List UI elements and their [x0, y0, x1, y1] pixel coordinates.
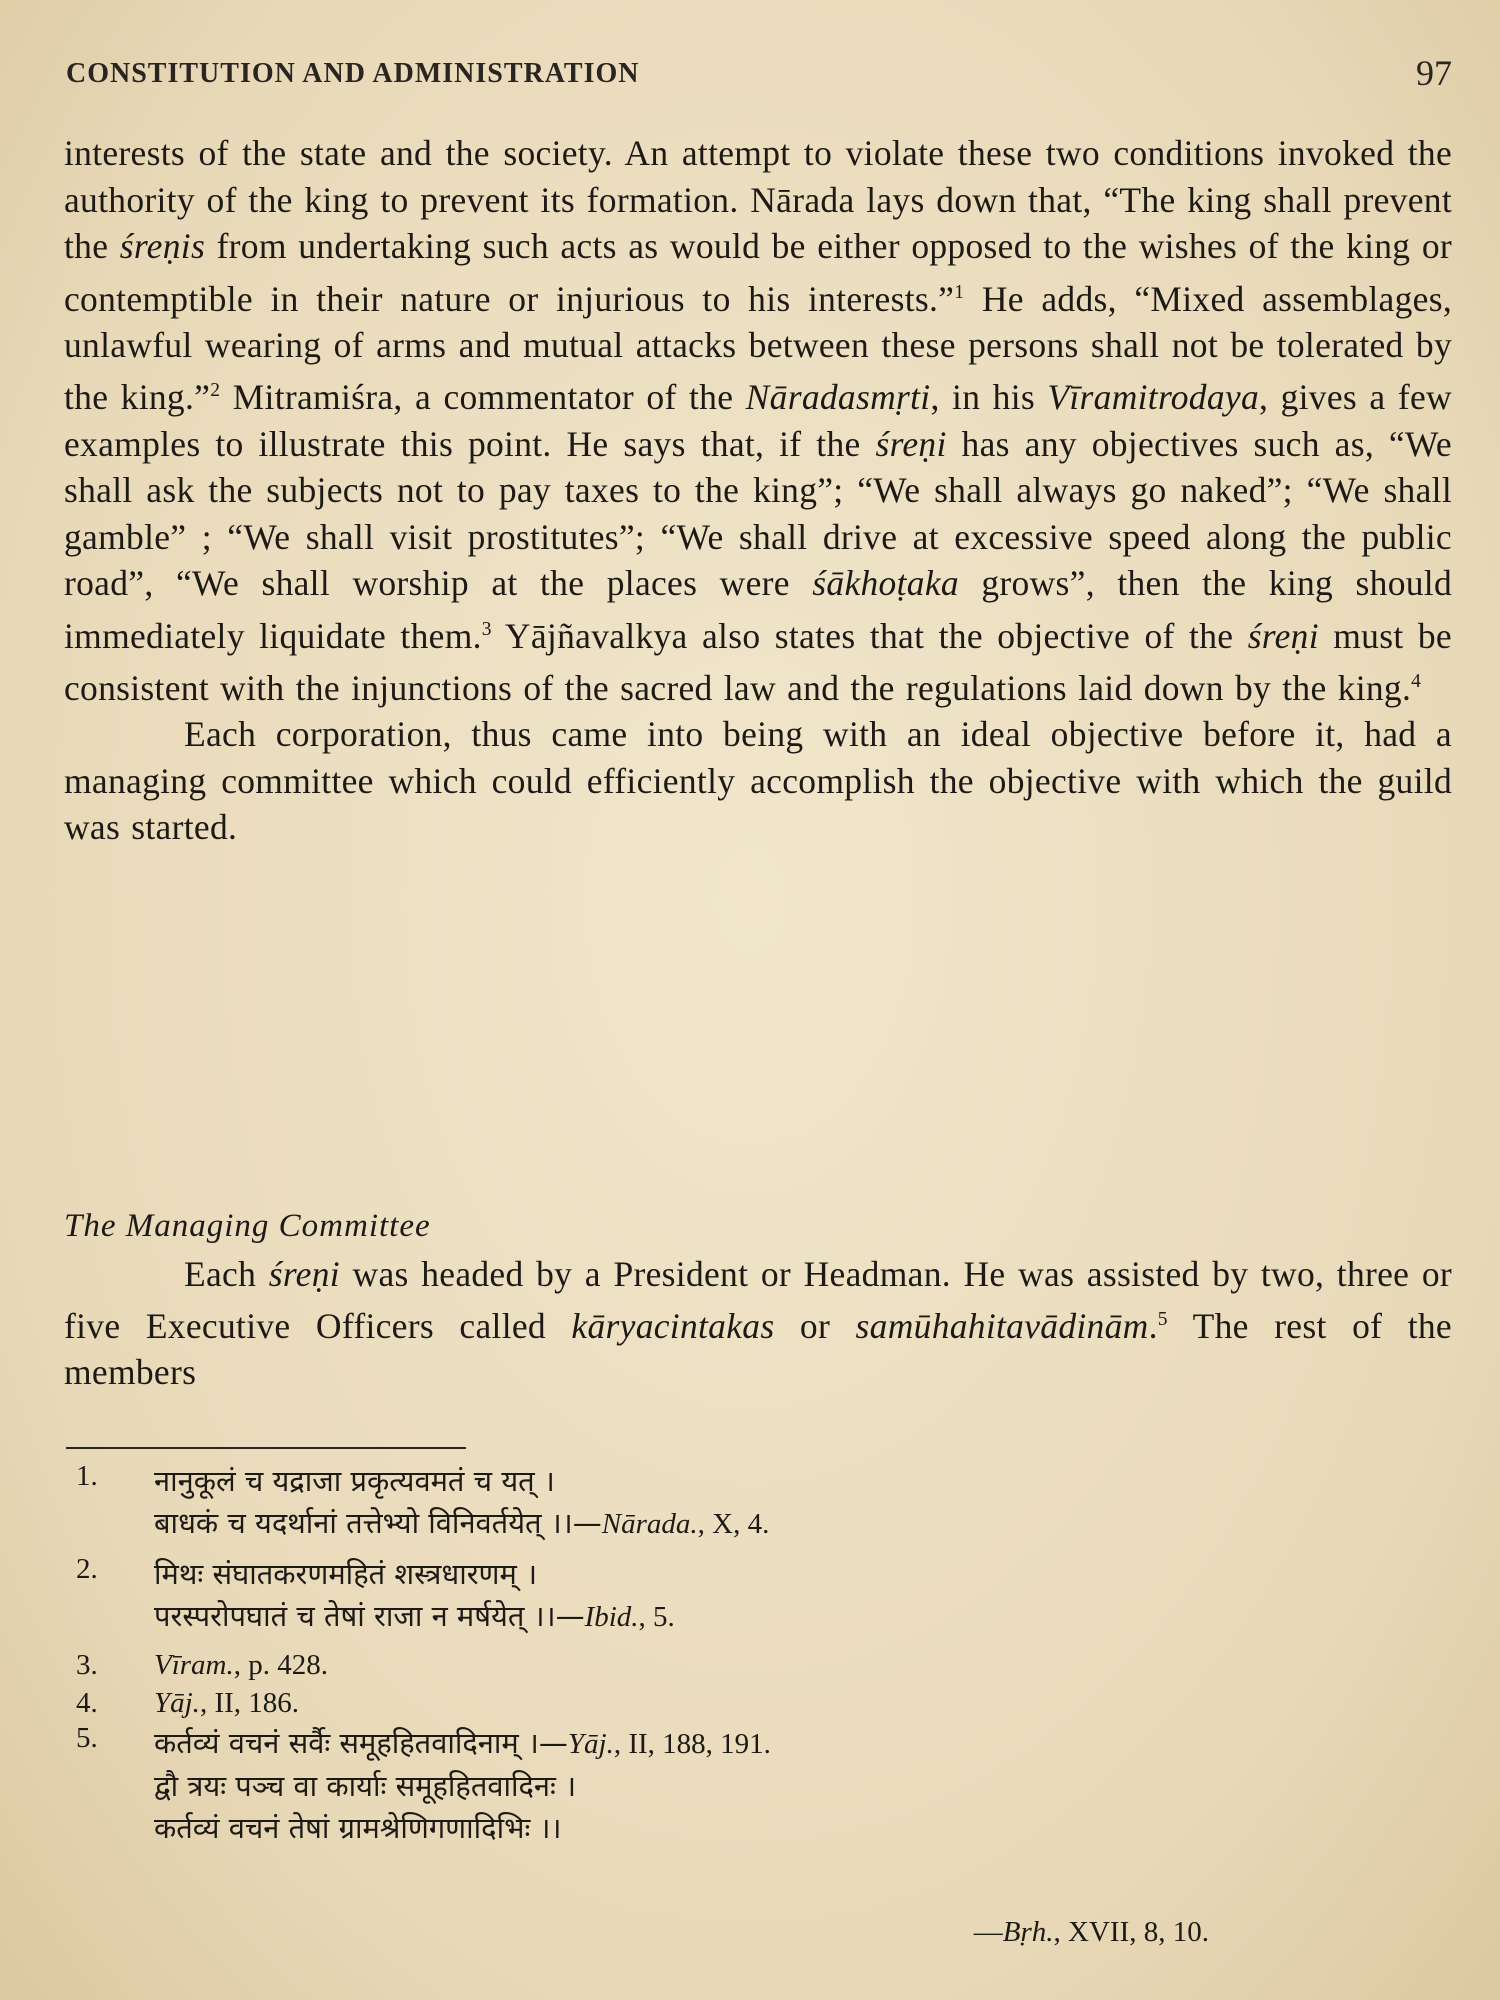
- text-run: has any objectives such as, “We shall ask the subjects not to pay taxes to the king”; “We shall always go naked”; “We shall gamble” ; “We shall visit prostitutes”; “We shall drive at excessive speed along the public road”, “We shall worship at the places were: [64, 423, 1452, 604]
- footnote-sanskrit-line: [154, 1595, 1454, 1638]
- footnote-2: [64, 1553, 1454, 1638]
- sanskrit-text: कर्तव्यं वचनं सर्वैः समूहहितवादिनाम् ।—: [154, 1726, 568, 1760]
- text-run: He adds, “Mixed assemblages, unlawful wearing of arms and mutual attacks between these persons shall not be tolerated by the king.”: [64, 278, 1452, 418]
- italic-term: Nāradasmṛti: [745, 377, 931, 418]
- text-run: must be consistent with the injunctions of the sacred law and the regulations laid down by the king.: [64, 615, 1452, 708]
- citation-tail: , X, 4.: [697, 1508, 770, 1540]
- footnote-ref: 5: [1157, 1309, 1168, 1330]
- running-title: CONSTITUTION AND ADMINISTRATION: [66, 58, 640, 89]
- footnotes: [64, 1460, 1454, 1849]
- text-run: Each: [184, 1254, 269, 1294]
- citation-ref: Bṛh.: [1002, 1916, 1054, 1948]
- citation-ref: Vīram.: [154, 1649, 234, 1681]
- text-run: or: [774, 1305, 856, 1346]
- text-run: , in his: [930, 377, 1048, 418]
- citation-ref: Nārada.: [601, 1508, 698, 1540]
- citation-tail: , 5.: [638, 1601, 675, 1633]
- footnote-sanskrit-line: कर्तव्यं वचनं तेषां ग्रामश्रेणिगणादिभिः ।।: [154, 1811, 562, 1845]
- footnote-ref: 1: [954, 281, 965, 303]
- footnote-number: 1.: [76, 1460, 98, 1492]
- italic-term: kāryacintakas: [571, 1305, 775, 1346]
- footnote-number: 2.: [76, 1553, 98, 1585]
- citation-tail: , XVII, 8, 10.: [1053, 1916, 1209, 1948]
- footnote-ref: 2: [210, 380, 221, 402]
- footnote-5: [64, 1722, 1454, 1849]
- citation-tail: , II, 186.: [199, 1687, 300, 1719]
- running-head: [62, 52, 1452, 92]
- text-run: interests of the state and the society. An attempt to violate these two conditions invoked the authority of the king to prevent its formation. Nārada lays down that, “The king shall prevent the: [64, 133, 1452, 266]
- text-run: Each corporation, thus came into being with an ideal objective before it, had a managing committee which could efficiently accomplish the objective with which the guild was started.: [64, 714, 1452, 848]
- footnote-number: 4.: [76, 1687, 98, 1719]
- text-run: , gives a few examples to illustrate this point. He says that, if the: [64, 377, 1452, 464]
- paragraph-2: [64, 711, 1452, 851]
- italic-term: samūhahitavādinām: [855, 1305, 1149, 1346]
- italic-term: śreṇi: [268, 1254, 340, 1294]
- italic-term: śreṇi: [875, 423, 947, 464]
- footnote-sanskrit-line: मिथः संघातकरणमहितं शस्त्रधारणम् ।: [154, 1557, 538, 1591]
- citation-tail: , p. 428.: [233, 1649, 328, 1681]
- text-run: Yājñavalkya also states that the objective of the: [491, 615, 1248, 656]
- footnote-ref: 3: [481, 618, 492, 640]
- citation-ref: Ibid.: [584, 1601, 639, 1633]
- footnote-sanskrit-line: द्वौ त्रयः पञ्च वा कार्याः समूहहितवादिनः ।: [154, 1769, 577, 1803]
- section-text: [64, 1251, 1452, 1395]
- italic-term: śākhoṭaka: [812, 563, 959, 604]
- text-run: was headed by a President or Headman. He was assisted by two, three or five Executive Officers called: [64, 1254, 1453, 1346]
- sanskrit-text: परस्परोपघातं च तेषां राजा न मर्षयेत् ।।—: [154, 1599, 585, 1633]
- text-run: .: [1148, 1305, 1158, 1346]
- citation-dash: —: [973, 1916, 1003, 1948]
- footnote-rule: [66, 1447, 466, 1449]
- section-heading: The Managing Committee: [64, 1208, 431, 1244]
- footnote-sanskrit-line: [154, 1502, 1454, 1545]
- text-run: grows”, then the king should immediately liquidate them.: [64, 563, 1453, 656]
- footnote-ref: 4: [1411, 670, 1422, 692]
- citation-ref: Yāj.: [567, 1728, 614, 1760]
- text-run: from undertaking such acts as would be either opposed to the wishes of the king or contemptible in their nature or injurious to his interests.”: [64, 226, 1453, 319]
- text-run: The rest of the members: [64, 1305, 1452, 1392]
- paragraph-1: [64, 130, 1452, 711]
- final-citation: [64, 1916, 1209, 1949]
- citation-tail: , II, 188, 191.: [613, 1728, 771, 1760]
- footnote-3: [64, 1646, 1454, 1684]
- footnote-sanskrit-line: [154, 1722, 1454, 1765]
- footnote-number: 3.: [76, 1649, 98, 1681]
- italic-term: śreṇi: [1247, 615, 1319, 656]
- citation-ref: Yāj.: [154, 1687, 200, 1719]
- text-run: Mitramiśra, a commentator of the: [220, 377, 746, 418]
- body-text: [64, 130, 1452, 851]
- page-number: 97: [1416, 53, 1452, 93]
- footnote-number: 5.: [76, 1722, 98, 1754]
- sanskrit-text: बाधकं च यदर्थानां तत्तेभ्यो विनिवर्तयेत् ।।—: [154, 1506, 602, 1540]
- italic-term: śreṇis: [119, 226, 206, 266]
- section-paragraph: [64, 1251, 1452, 1395]
- italic-term: Vīramitrodaya: [1047, 377, 1260, 418]
- footnote-sanskrit-line: नानुकूलं च यद्राजा प्रकृत्यवमतं च यत् ।: [154, 1464, 555, 1498]
- footnote-1: [64, 1460, 1454, 1545]
- footnote-4: [64, 1684, 1454, 1722]
